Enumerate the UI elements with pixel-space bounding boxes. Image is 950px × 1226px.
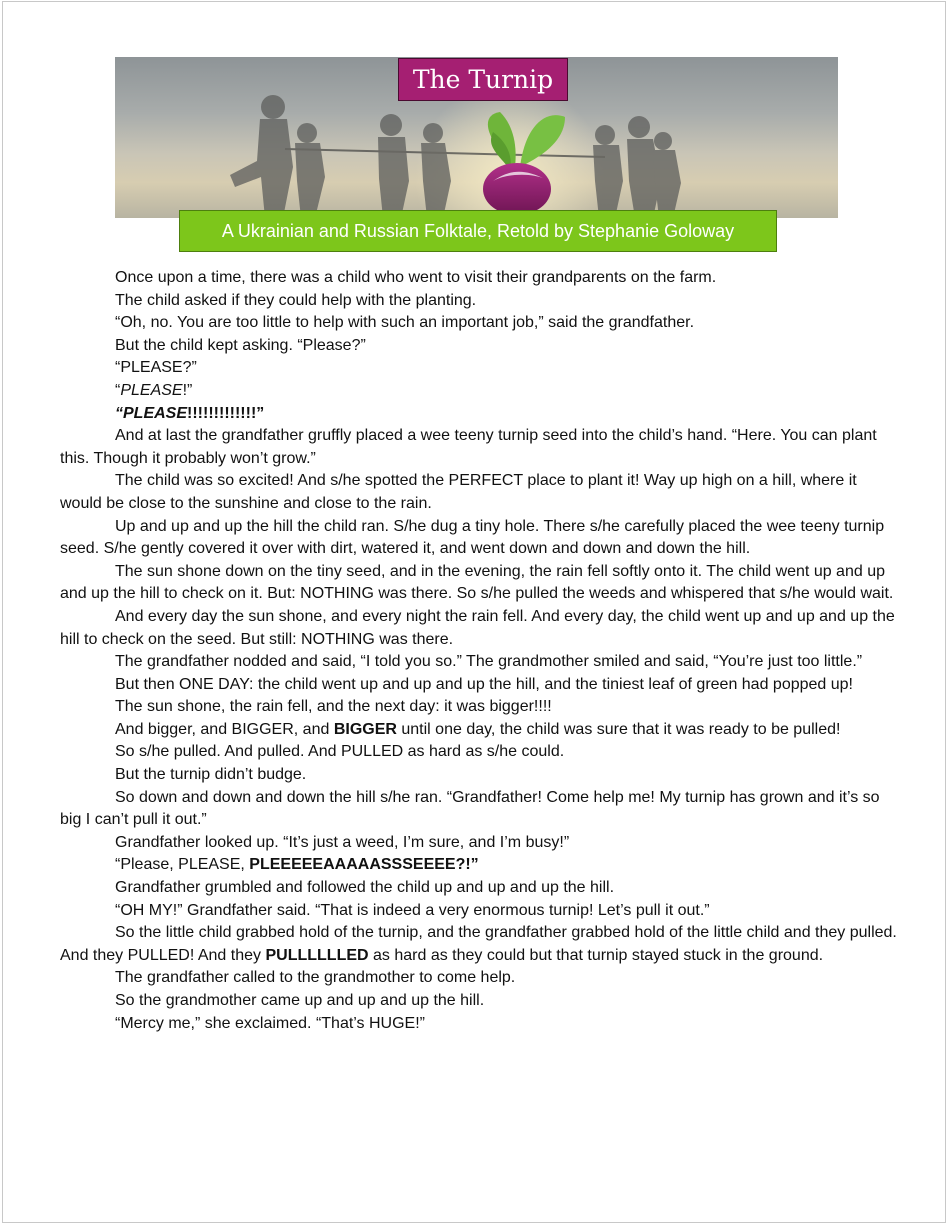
quote-close: !” — [182, 381, 193, 399]
page-title: The Turnip — [398, 58, 568, 101]
emphasis-text: “PLEASE — [115, 404, 188, 422]
story-paragraph: “PLEASE?” — [115, 359, 197, 377]
text-run: as hard as they could but that turnip stayed stuck in the ground. — [368, 946, 824, 964]
story-paragraph: Grandfather grumbled and followed the child up and up and up the hill. — [115, 879, 615, 897]
story-paragraph: So the grandmother came up and up and up the hill. — [115, 992, 485, 1009]
story-paragraph: The sun shone, the rain fell, and the next day: it was bigger!!!! — [115, 698, 552, 716]
story-paragraph: Grandfather looked up. “It’s just a weed, I’m sure, and I’m busy!” — [115, 833, 570, 851]
text-run: “Please, PLEASE, — [115, 856, 250, 874]
story-paragraph: But then ONE DAY: the child went up and up and up the hill, and the tiniest leaf of green had popped up! — [115, 675, 853, 693]
story-paragraph — [60, 403, 898, 426]
story-paragraph: The sun shone down on the tiny seed, and in the evening, the rain fell softly onto it. The child went up and up and up the hill to check on it. But: NOTHING was there. So s/he pulled the weeds and whispered that s/he would wait. — [60, 562, 894, 603]
story-paragraph: The child was so excited! And s/he spotted the PERFECT place to plant it! Way up high on a hill, where it would be close to the sunshine and close to the rain. — [60, 472, 857, 512]
exclamations: !!!!!!!!!!!!!” — [187, 404, 265, 422]
story-paragraph: And every day the sun shone, and every night the rain fell. And every day, the child went up and up and up the hill to check on the seed. But still: NOTHING was there. — [60, 607, 895, 648]
bold-text: BIGGER — [333, 720, 397, 738]
story-paragraph: So s/he pulled. And pulled. And PULLED as hard as s/he could. — [115, 743, 565, 761]
story-paragraph: The grandfather called to the grandmother to come help. — [115, 969, 516, 987]
story-paragraph: The child asked if they could help with the planting. — [115, 291, 477, 309]
story-paragraph: “Mercy me,” she exclaimed. “That’s HUGE!” — [115, 1014, 425, 1032]
story-paragraph: But the turnip didn’t budge. — [115, 766, 307, 784]
quote-open: “ — [115, 381, 121, 399]
text-run: until one day, the child was sure that it was ready to be pulled! — [396, 720, 841, 738]
story-paragraph — [60, 380, 898, 403]
story-paragraph: Up and up and up the hill the child ran. S/he dug a tiny hole. There s/he carefully placed the wee teeny turnip seed. S/he gently covered it over with dirt, watered it, and went down and down and down the hill. — [60, 517, 885, 558]
story-paragraph: So down and down and down the hill s/he ran. “Grandfather! Come help me! My turnip has grown and it’s so big I can’t pull it out.” — [60, 788, 880, 829]
story-paragraph — [60, 719, 898, 742]
emphasis-text: PLEASE — [120, 381, 183, 399]
story-paragraph: The grandfather nodded and said, “I told you so.” The grandmother smiled and said, “You’re just too little.” — [115, 653, 863, 671]
bold-text: PULLLLLLED — [265, 946, 369, 964]
story-paragraph: Once upon a time, there was a child who went to visit their grandparents on the farm. — [115, 269, 717, 286]
story-paragraph — [60, 922, 898, 967]
text-run: And bigger, and BIGGER, and — [115, 720, 334, 738]
bold-text: PLEEEEEAAAAASSSEEEE?!” — [249, 856, 479, 874]
subtitle-banner: A Ukrainian and Russian Folktale, Retold by Stephanie Goloway — [179, 210, 777, 252]
story-paragraph: “OH MY!” Grandfather said. “That is indeed a very enormous turnip! Let’s pull it out.” — [115, 901, 710, 919]
text-run: So the little child grabbed hold of the turnip, and the grandfather grabbed hold of the little child and they pulled. And they PULLED! And they — [60, 924, 897, 964]
story-paragraph: But the child kept asking. “Please?” — [115, 336, 366, 354]
story-paragraph: And at last the grandfather gruffly placed a wee teeny turnip seed into the child’s hand. “Here. You can plant this. Though it probably won’t grow.” — [60, 427, 877, 467]
story-paragraph: “Oh, no. You are too little to help with such an important job,” said the grandfather. — [115, 314, 695, 332]
story-body — [60, 267, 898, 1035]
story-paragraph — [60, 854, 898, 877]
